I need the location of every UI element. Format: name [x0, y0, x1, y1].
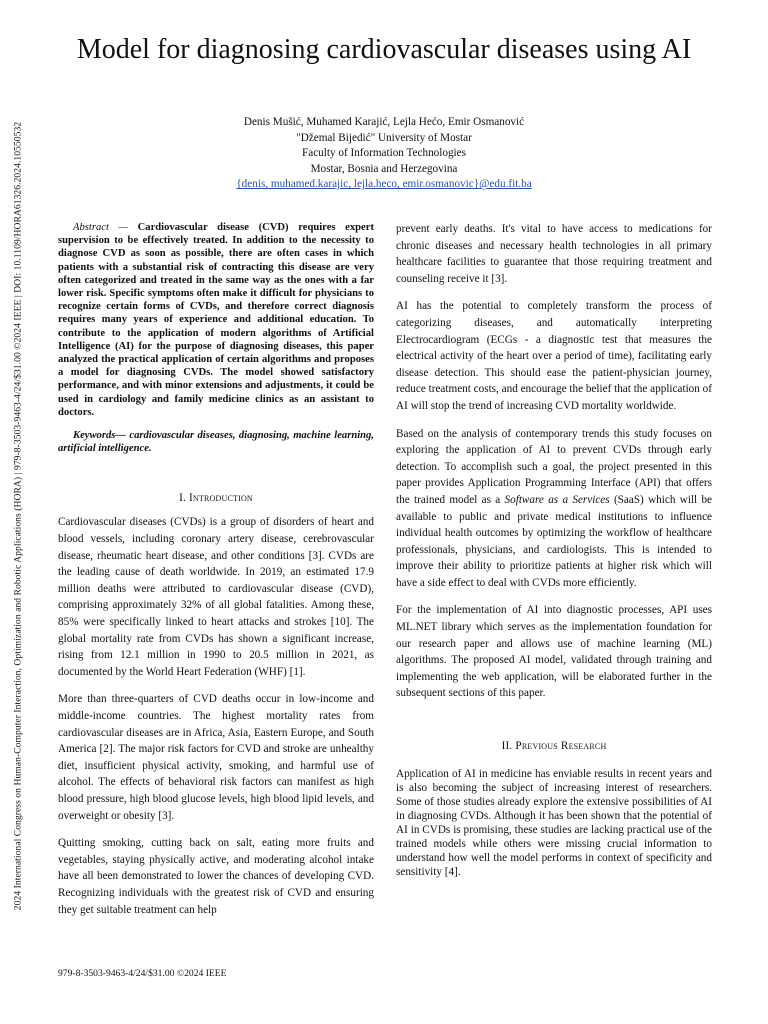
right-column	[396, 221, 712, 879]
author-email-link[interactable]: {denis, muhamed.karajic, lejla.heco, emir.osmanovic}@edu.fit.ba	[236, 178, 532, 191]
abstract-text: Cardiovascular disease (CVD) requires expert supervision to be effectively treated. In addition to the necessity to diagnose CVD as soon as possible, there are often cases in which patients with a substantial risk of contracting this disease are very often categorized and treated in the same way as the ones with a far lower risk. Specific symptoms often make it difficult for physicians to recognize certain forms of CVDs, and therefore correct diagnosis requires many years of experience and additional education. To contribute to the application of modern algorithms of Artificial Intelligence (AI) for the purpose of diagnosing diseases, this paper analyzed the practical application of certain algorithms and proposes a model for diagnosing CVDs. The model showed satisfactory performance, and with minor extensions and adjustments, it could be used in cardiology and family medicine clinics as an assistant to doctors.	[58, 222, 374, 418]
saas-term: Software as a Services	[504, 493, 610, 506]
section-heading-introduction: I. Introduction	[179, 491, 253, 504]
author-university: "Džemal Bijedić" University of Mostar	[296, 131, 472, 144]
intro-paragraph-3: Quitting smoking, cutting back on salt, eating more fruits and vegetables, staying physically active, and moderating alcohol intake have all been demonstrated to lower the chances of developing CVD. Recognizing individuals with the greatest risk of CVD and ensuring they get suitable treatment can help	[58, 837, 374, 916]
previous-research-paragraph-1: Application of AI in medicine has enviable results in recent years and is also becoming the subject of increasing interest of researchers. Some of those studies already explore the extensive possibilities of AI in diagnosing CVDs. Although it has been shown that the potential of AI in CVDs is promising, these studies are lacking practical use of the trained models while others were missing crucial information to understand how well the model performs in context of specificity and sensitivity [4].	[396, 767, 712, 878]
keywords	[58, 429, 374, 456]
abstract-label: Abstract —	[73, 222, 128, 233]
intro-paragraph-2: More than three-quarters of CVD deaths occur in low-income and middle-income countries. The highest mortality rates from cardiovascular diseases are in Africa, Asia, Eastern Europe, and South America [2]. The major risk factors for CVD and stroke are unhealthy diet, insufficient physical activity, smoking, and harmful use of alcohol. The effects of behavioral risk factors can manifest as high blood pressure, high blood glucose levels, high blood lipid levels, and overweight or obesity [3].	[58, 693, 374, 822]
intro-paragraph-5: AI has the potential to completely transform the process of categorizing diseases, and automatically interpreting Electrocardiogram (ECGs - a diagnostic test that measures the electrical activity of the heart over a period of time), facilitating early disease detection. This should ease the patient-physician journey, reduce treatment costs, and encourage the belief that the application of AI will stop the trend of increasing CVD mortality worldwide.	[396, 300, 712, 412]
conference-side-note	[11, 118, 25, 913]
paper-title: Model for diagnosing cardiovascular diseases using AI	[76, 34, 692, 65]
keywords-text: cardiovascular diseases, diagnosing, machine learning, artificial intelligence.	[58, 430, 374, 455]
intro-paragraph-7: For the implementation of AI into diagnostic processes, API uses ML.NET library which serves as the implementation foundation for our research paper and allows use of machine learning (ML) algorithms. The proposed AI model, validated through training and implementing the web application, will be elaborated further in the subsequent sections of this paper.	[396, 604, 712, 700]
left-column	[58, 221, 374, 918]
section-heading-previous-research: II. Previous Research	[501, 740, 607, 753]
side-note-text: 2024 International Congress on Human-Computer Interaction, Optimization and Robotic Applications (HORA) | 979-8-3503-9463-4/24/$31.00 ©2024 IEEE | DOI: 10.1109/HORA61326.2024.10550532	[12, 121, 24, 910]
author-location: Mostar, Bosnia and Herzegovina	[310, 162, 458, 175]
page-footer: 979-8-3503-9463-4/24/$31.00 ©2024 IEEE	[58, 968, 227, 979]
saas-text-before: Based on the analysis of contemporary trends this study focuses on exploring the application of AI to prevent CVDs through early detection. To accomplish such a goal, the project presented in this paper provides Application Programming Interface (API) that offers the trained model as a	[396, 427, 712, 506]
intro-paragraph-1: Cardiovascular diseases (CVDs) is a group of disorders of heart and blood vessels, including coronary artery disease, cerebrovascular disease, rheumatic heart disease, and other conditions [3]. CVDs are the leading cause of death worldwide. In 2019, an estimated 17.9 million deaths were attributed to cardiovascular disease (CVD), comprising approximately 32% of all global fatalities. Among these, 85% were specifically linked to heart attacks and strokes [10]. The global mortality rate from CVDs has shown a significant increase, rising from 12.1 million in 1990 to 20.5 million in 2021, as documented by the World Heart Federation (WHF) [1].	[58, 516, 374, 678]
intro-paragraph-4: prevent early deaths. It's vital to have access to medications for chronic diseases and necessary health technologies in all primary healthcare facilities to guarantee that those requiring treatment and counseling receive it [3].	[396, 223, 712, 285]
intro-paragraph-6	[396, 426, 712, 592]
keywords-label: Keywords—	[73, 430, 126, 442]
author-block	[150, 115, 618, 193]
author-faculty: Faculty of Information Technologies	[302, 147, 466, 160]
abstract	[58, 221, 374, 419]
saas-text-after: (SaaS) which will be available to public and private medical institutions to influence individual health outcomes by optimizing the workflow of healthcare professionals, physicians, and cardiologists. This is intended to improve their ability to prioritize patients at higher risk which will have a side effect to deal with CVDs more efficiently.	[396, 493, 713, 589]
author-names: Denis Mušić, Muhamed Karajić, Lejla Hećo, Emir Osmanović	[243, 116, 525, 128]
